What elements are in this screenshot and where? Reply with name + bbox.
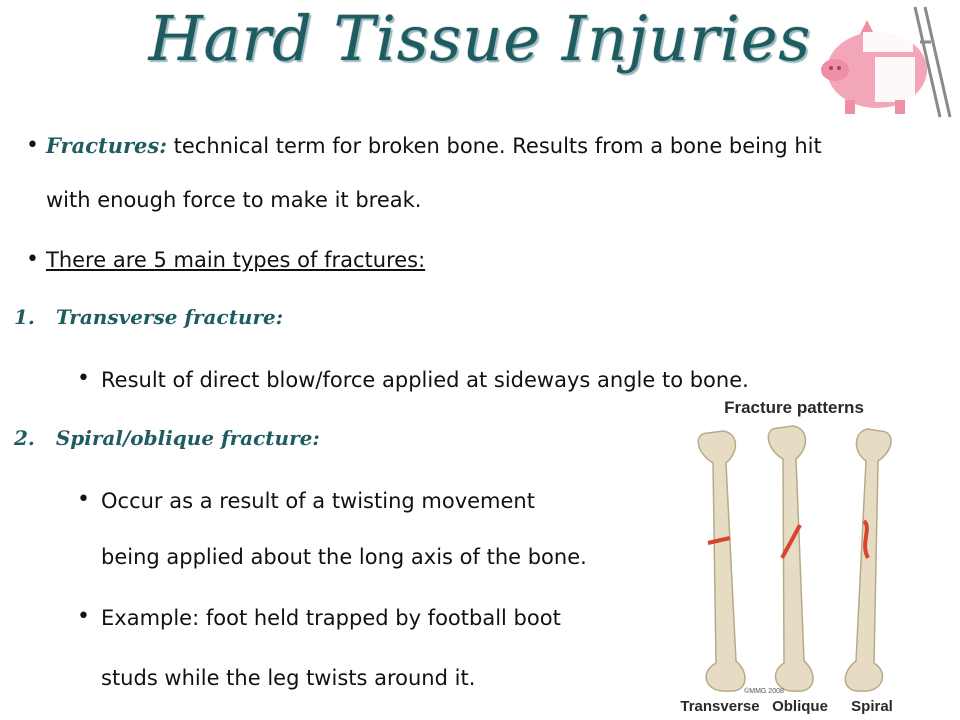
bone-oblique	[768, 426, 813, 691]
item-2-number: 2.	[14, 426, 35, 450]
bullet-dot: •	[77, 604, 90, 629]
bullet-dot: •	[26, 247, 39, 272]
label-spiral: Spiral	[851, 698, 893, 715]
fractures-definition-line-1	[46, 132, 822, 160]
item-1-number: 1.	[14, 305, 35, 329]
bullet-dot: •	[77, 366, 90, 391]
fractures-term: Fractures:	[46, 133, 167, 158]
slide-title: Hard Tissue Injuries	[148, 2, 812, 75]
fracture-patterns-figure	[668, 393, 908, 720]
item-2-point-2-line-1: Example: foot held trapped by football boot	[101, 606, 561, 630]
item-2-title: Spiral/oblique fracture:	[55, 426, 320, 450]
item-1-point: Result of direct blow/force applied at sideways angle to bone.	[101, 368, 749, 392]
label-oblique: Oblique	[772, 698, 828, 715]
item-2-heading	[14, 424, 320, 452]
types-intro: There are 5 main types of fractures:	[46, 248, 426, 272]
item-1-title: Transverse fracture:	[55, 305, 284, 329]
bandaged-piggy-bank-image	[815, 2, 960, 122]
item-1-heading	[14, 303, 283, 331]
bullet-dot: •	[77, 487, 90, 512]
bullet-dot: •	[26, 133, 39, 158]
fractures-definition-text: technical term for broken bone. Results from a bone being hit	[173, 134, 822, 158]
label-transverse: Transverse	[680, 698, 760, 715]
item-2-point-1-line-2: being applied about the long axis of the bone.	[101, 545, 587, 569]
figure-copyright: ©MMG 2008	[744, 688, 784, 695]
item-2-point-1-line-1: Occur as a result of a twisting movement	[101, 489, 535, 513]
bone-transverse	[698, 431, 745, 691]
figure-title: Fracture patterns	[724, 398, 864, 417]
fractures-definition-line-2: with enough force to make it break.	[46, 188, 422, 212]
bone-spiral	[845, 429, 891, 691]
item-2-point-2-line-2: studs while the leg twists around it.	[101, 666, 476, 690]
